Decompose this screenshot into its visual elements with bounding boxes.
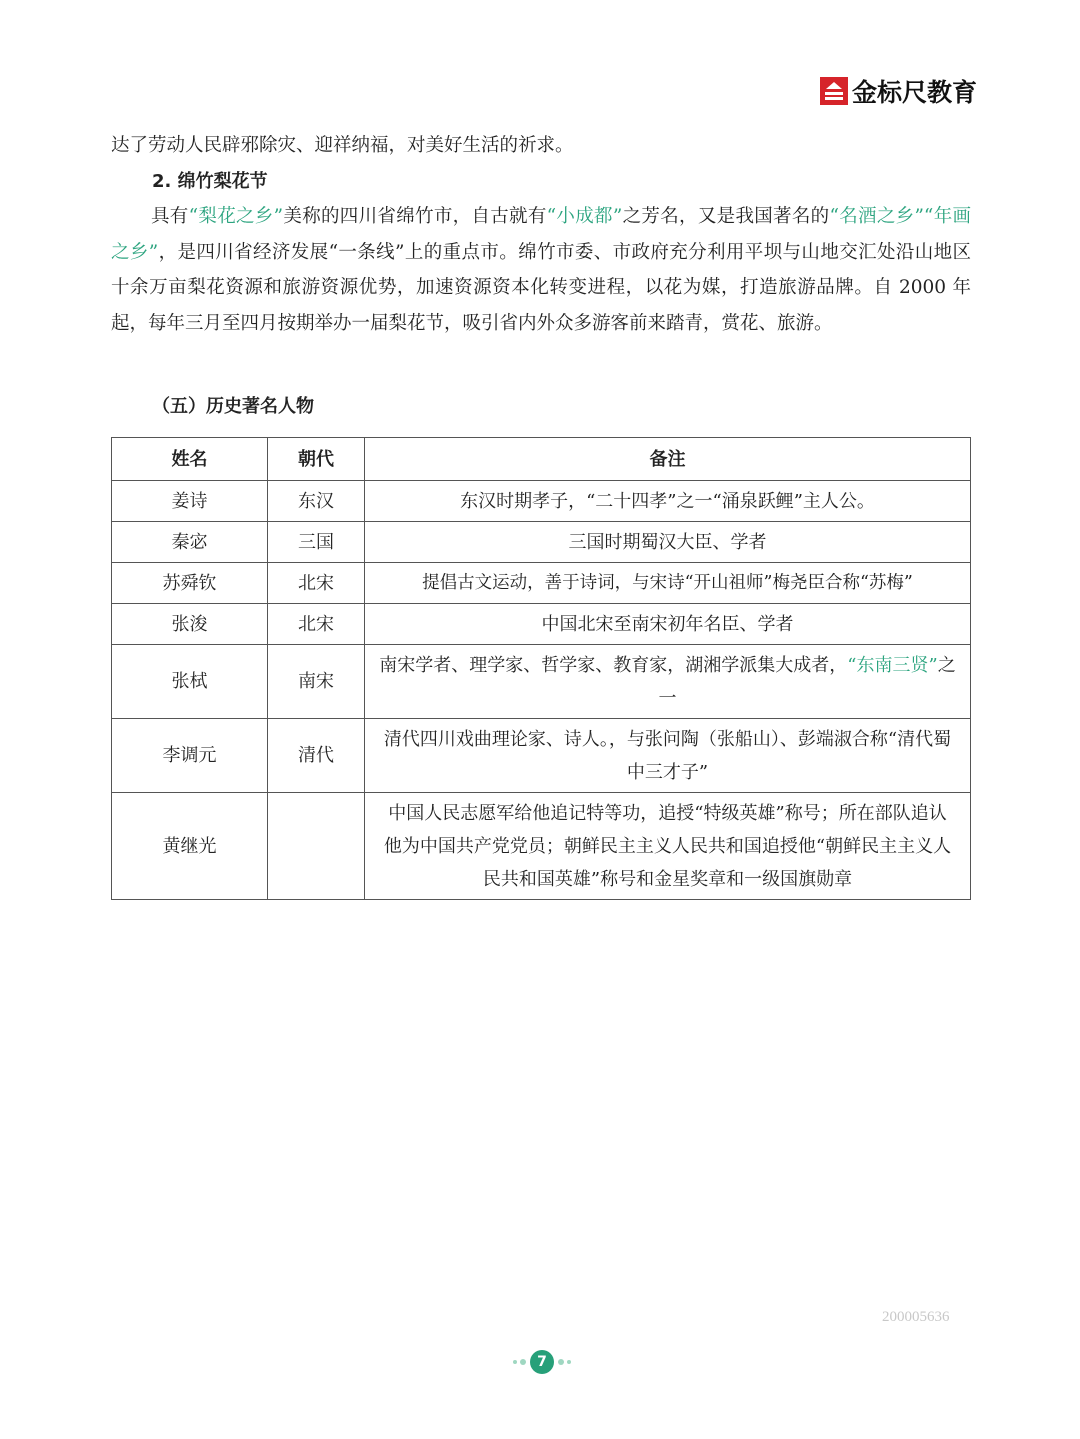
- decorative-dots-left: [513, 1359, 526, 1365]
- table-row: [112, 719, 971, 793]
- dot-icon: [567, 1360, 571, 1364]
- brand-logo: [820, 74, 977, 108]
- note-text: 之一: [658, 654, 956, 709]
- cell-note: 东汉时期孝子，“二十四孝”之一“涌泉跃鲤”主人公。: [365, 481, 971, 522]
- section-heading-historical-figures: （五）历史著名人物: [152, 396, 314, 417]
- text-run: 具有: [151, 206, 189, 227]
- highlight-little-chengdu: “小成都”: [546, 206, 623, 227]
- cell-dynasty: 东汉: [268, 481, 365, 522]
- table-row: [112, 481, 971, 522]
- text-run: 之芳名，又是我国著名的: [622, 206, 830, 227]
- highlight-southeast-three-sages: “东南三贤”: [847, 654, 938, 676]
- page-indicator: [507, 1348, 577, 1376]
- cell-name: 张栻: [112, 645, 268, 719]
- table-row: [112, 793, 971, 900]
- cell-name: 张浚: [112, 604, 268, 645]
- table-row: [112, 604, 971, 645]
- dot-icon: [520, 1359, 526, 1365]
- paragraph-continuation: 达了劳动人民辟邪除灾、迎祥纳福，对美好生活的祈求。: [111, 135, 574, 156]
- cell-note: [365, 645, 971, 719]
- dot-icon: [513, 1360, 517, 1364]
- column-header-dynasty: 朝代: [268, 438, 365, 481]
- cell-note: 提倡古文运动，善于诗词，与宋诗“开山祖师”梅尧臣合称“苏梅”: [365, 563, 971, 604]
- cell-note: 中国北宋至南宋初年名臣、学者: [365, 604, 971, 645]
- cell-name: 姜诗: [112, 481, 268, 522]
- text-run: 美称的四川省绵竹市，自古就有: [283, 206, 547, 227]
- cell-dynasty: 北宋: [268, 604, 365, 645]
- table-header-row: [112, 438, 971, 481]
- cell-name: 苏舜钦: [112, 563, 268, 604]
- text-run: ，是四川省经济发展“一条线”上的重点市。绵竹市委、市政府充分利用平坝与山地交汇处沿山地区十余万亩梨花资源和旅游资源优势，加速资源资本化转变进程，以花为媒，打造旅游品牌。自 2000 年起，每年三月至四月按期举办一届梨花节，吸引省内外众多游客前来踏青，赏花、旅游。: [111, 241, 971, 334]
- historical-figures-table: [111, 437, 971, 900]
- section-heading-mianzhu-pear-festival: 2. 绵竹梨花节: [152, 171, 268, 192]
- table-row: [112, 645, 971, 719]
- cell-dynasty: 南宋: [268, 645, 365, 719]
- cell-note: 清代四川戏曲理论家、诗人。，与张问陶（张船山）、彭端淑合称“清代蜀中三才子”: [365, 719, 971, 793]
- cell-note: 中国人民志愿军给他追记特等功，追授“特级英雄”称号；所在部队追认他为中国共产党党员；朝鲜民主主义人民共和国追授他“朝鲜民主主义人民共和国英雄”称号和金星奖章和一级国旗勋章: [365, 793, 971, 900]
- column-header-name: 姓名: [112, 438, 268, 481]
- note-text: 南宋学者、理学家、哲学家、教育家，湖湘学派集大成者，: [379, 654, 848, 676]
- cell-dynasty: [268, 793, 365, 900]
- page-number: 7: [530, 1350, 554, 1374]
- dot-icon: [558, 1359, 564, 1365]
- column-header-note: 备注: [365, 438, 971, 481]
- temple-icon: [820, 77, 848, 105]
- cell-dynasty: 清代: [268, 719, 365, 793]
- highlight-pear-hometown: “梨花之乡”: [188, 206, 284, 227]
- pear-festival-paragraph: [111, 199, 971, 341]
- cell-dynasty: 北宋: [268, 563, 365, 604]
- cell-name: 李调元: [112, 719, 268, 793]
- decorative-dots-right: [558, 1359, 571, 1365]
- table-row: [112, 522, 971, 563]
- document-id: 200005636: [882, 1309, 950, 1325]
- cell-dynasty: 三国: [268, 522, 365, 563]
- table-row: [112, 563, 971, 604]
- cell-name: 黄继光: [112, 793, 268, 900]
- cell-name: 秦宓: [112, 522, 268, 563]
- cell-note: 三国时期蜀汉大臣、学者: [365, 522, 971, 563]
- highlight-wine-painting-hometown: “名酒之乡”“年画之乡”: [111, 206, 971, 263]
- brand-name: 金标尺教育: [852, 78, 978, 107]
